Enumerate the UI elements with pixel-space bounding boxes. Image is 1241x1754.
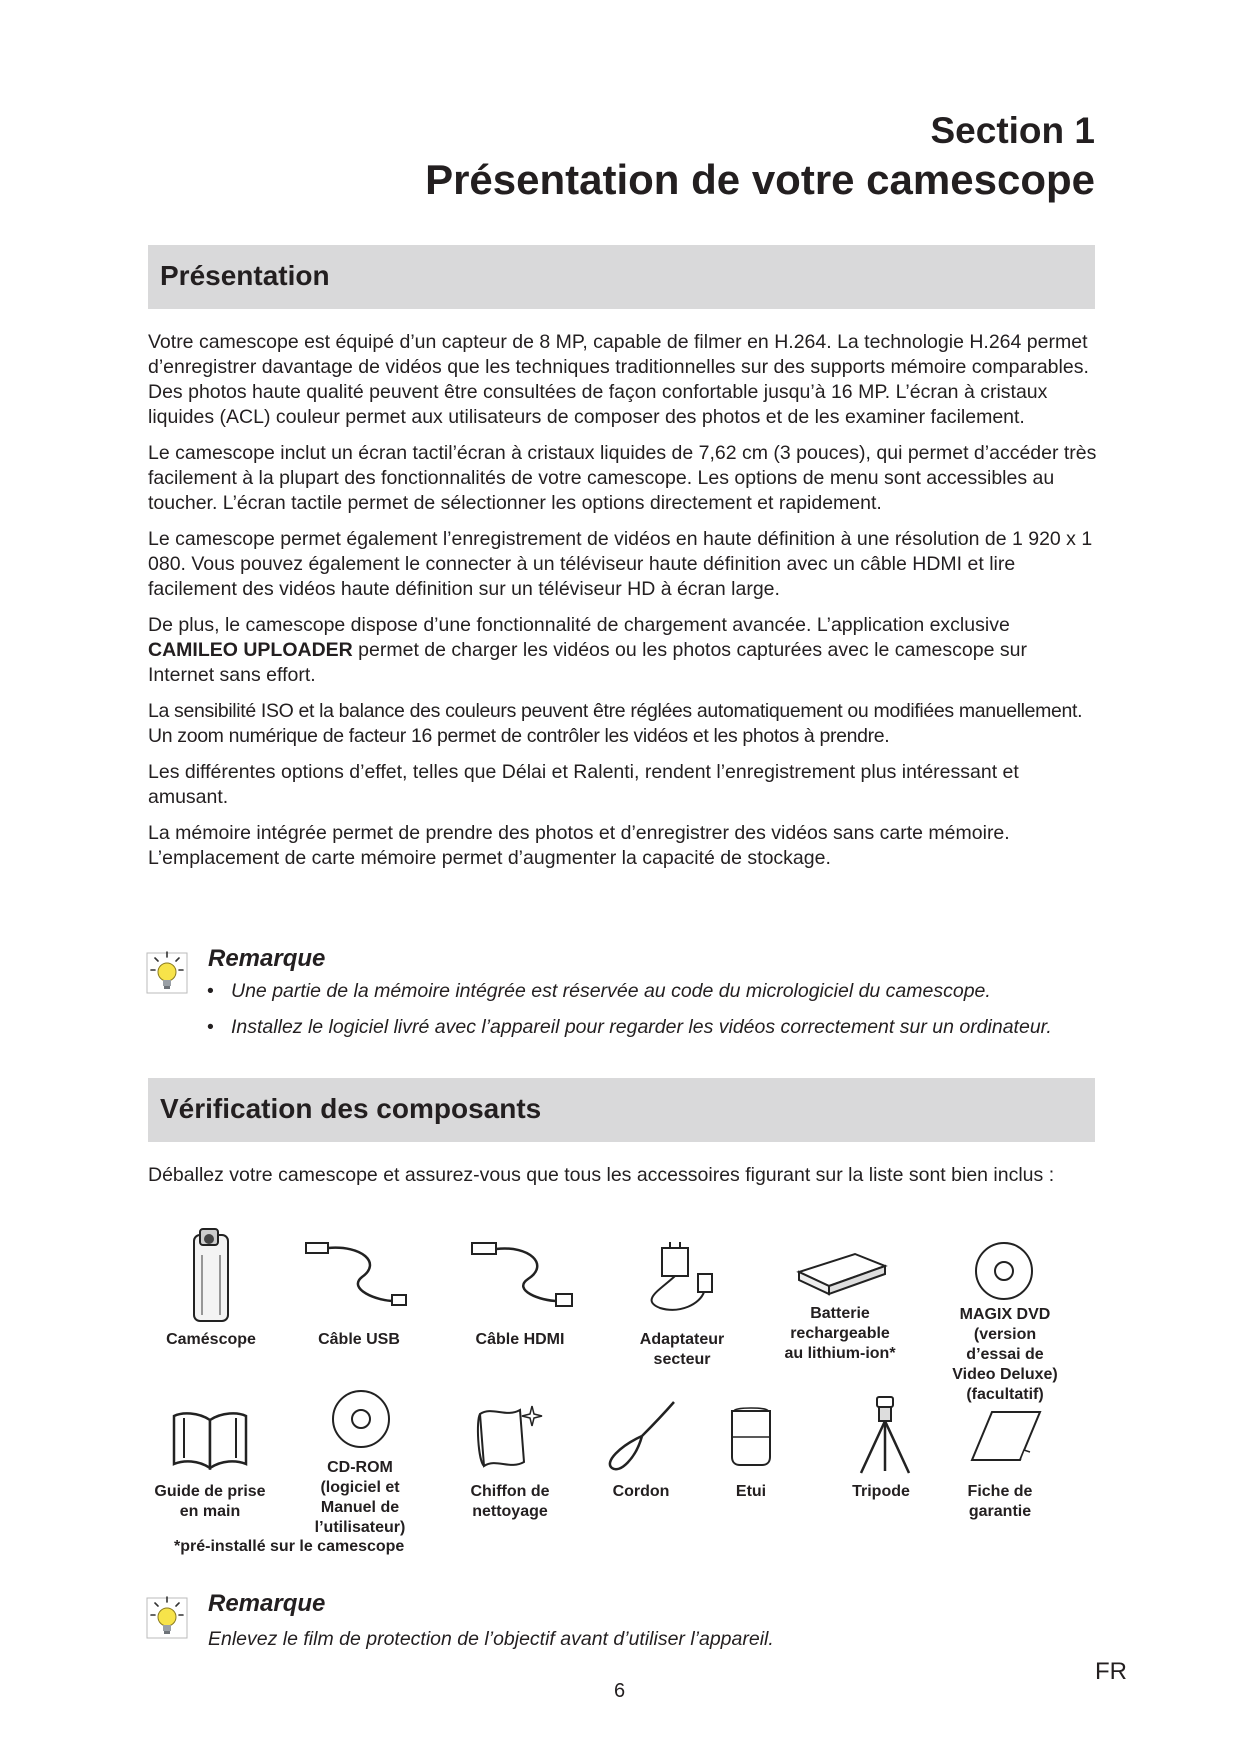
item-label: Tripode [852,1483,910,1500]
strap-icon [600,1398,680,1473]
item-label: Guide de prise en main [154,1483,266,1520]
item-label: Caméscope [166,1331,256,1348]
paragraph-text: De plus, le camescope dispose d’une fonctionnalité de chargement avancée. L’application exclusive [148,614,1010,636]
lightbulb-icon [146,950,188,994]
item-label: Fiche de garantie [967,1483,1033,1520]
paragraph-uploader [148,613,1098,688]
pouch-icon [728,1405,774,1467]
paragraph: Votre camescope est équipé d’un capteur de 8 MP, capable de filmer en H.264. La technologie H.264 permet d’enregistrer davantage de vidéos que les techniques traditionnelles sur des supports mémoire comparables. Des photos haute qualité peuvent être consultées de façon confortable jusqu’à 16 MP. L’écran à cristaux liquides (ACL) couleur permet aux utilisateurs de composer des photos et de les examiner facilement. [148,331,1089,428]
note-text: Enlevez le film de protection de l’objectif avant d’utiliser l’appareil. [208,1628,774,1650]
page-title: Présentation de votre camescope [425,156,1095,203]
item-label: Adaptateur secteur [639,1331,725,1368]
cleaning-cloth-icon [472,1400,547,1475]
item-label: CD-ROM (logiciel et Manuel de l’utilisateur) [314,1459,406,1536]
item-label: Câble HDMI [475,1331,565,1348]
power-adapter-icon [640,1240,725,1315]
item-label: Chiffon de nettoyage [470,1483,550,1520]
usb-cable-icon [302,1235,412,1310]
section-heading-text: Présentation [160,260,330,291]
paragraph: Le camescope permet également l’enregistrement de vidéos en haute définition à une résolution de 1 920 x 1 080. Vous pouvez également le connecter à un téléviseur haute définition avec un câble HDMI et lire facilement des vidéos haute définition sur un téléviseur HD à écran large. [148,528,1093,600]
note-list [205,980,1052,1052]
hdmi-cable-icon [468,1235,578,1310]
page-number: 6 [614,1680,626,1702]
footnote: *pré-installé sur le camescope [174,1538,405,1555]
item-label: Batterie rechargeable au lithium-ion* [784,1305,896,1362]
presentation-body [148,330,1098,882]
note-item: • Installez le logiciel livré avec l’appareil pour regarder les vidéos correctement sur un ordinateur. [205,1016,1052,1039]
item-label: MAGIX DVD (version d’essai de Video Deluxe) (facultatif) [952,1306,1058,1403]
paragraph-text: permet de charger les vidéos ou les photos capturées avec le camescope sur Internet sans effort. [148,639,1027,686]
section-heading-presentation [148,245,1095,309]
note-title: Remarque [208,1590,326,1617]
verification-intro: Déballez votre camescope et assurez-vous que tous les accessoires figurant sur la liste sont bien inclus : [148,1164,1055,1186]
battery-icon [795,1248,890,1298]
section-number: Section 1 [930,110,1095,151]
section-heading-verification [148,1078,1095,1142]
tripod-icon [855,1395,915,1477]
section-heading-text: Vérification des composants [160,1093,542,1124]
item-label: Cordon [612,1483,670,1500]
note-item: • Une partie de la mémoire intégrée est réservée au code du micrologiciel du camescope. [205,980,1052,1003]
language-code: FR [1095,1658,1127,1685]
camcorder-icon [180,1225,240,1325]
paragraph: Le camescope inclut un écran tactil’écran à cristaux liquides de 7,62 cm (3 pouces), qui permet d’accéder très facilement à la plupart des fonctionnalités de votre camescope. Les options de menu sont accessibles au toucher. L’écran tactile permet de sélectionner les options directement et rapidement. [148,442,1097,514]
cd-rom-icon [330,1388,392,1450]
paragraph: Les différentes options d’effet, telles que Délai et Ralenti, rendent l’enregistrement plus intéressant et amusant. [148,761,1019,808]
note-title: Remarque [208,945,326,972]
dvd-icon [973,1240,1035,1302]
item-label: Câble USB [318,1331,400,1348]
item-label: Etui [735,1483,767,1500]
guide-book-icon [170,1408,250,1470]
paragraph: La mémoire intégrée permet de prendre des photos et d’enregistrer des vidéos sans carte mémoire. L’emplacement de carte mémoire permet d’augmenter la capacité de stockage. [148,822,1010,869]
lightbulb-icon [146,1595,188,1639]
app-name: CAMILEO UPLOADER [148,639,353,661]
paragraph: La sensibilité ISO et la balance des couleurs peuvent être réglées automatiquement ou modifiées manuellement. Un zoom numérique de facteur 16 permet de contrôler les vidéos et les photos à prendre. [148,700,1083,747]
warranty-card-icon [968,1408,1044,1464]
